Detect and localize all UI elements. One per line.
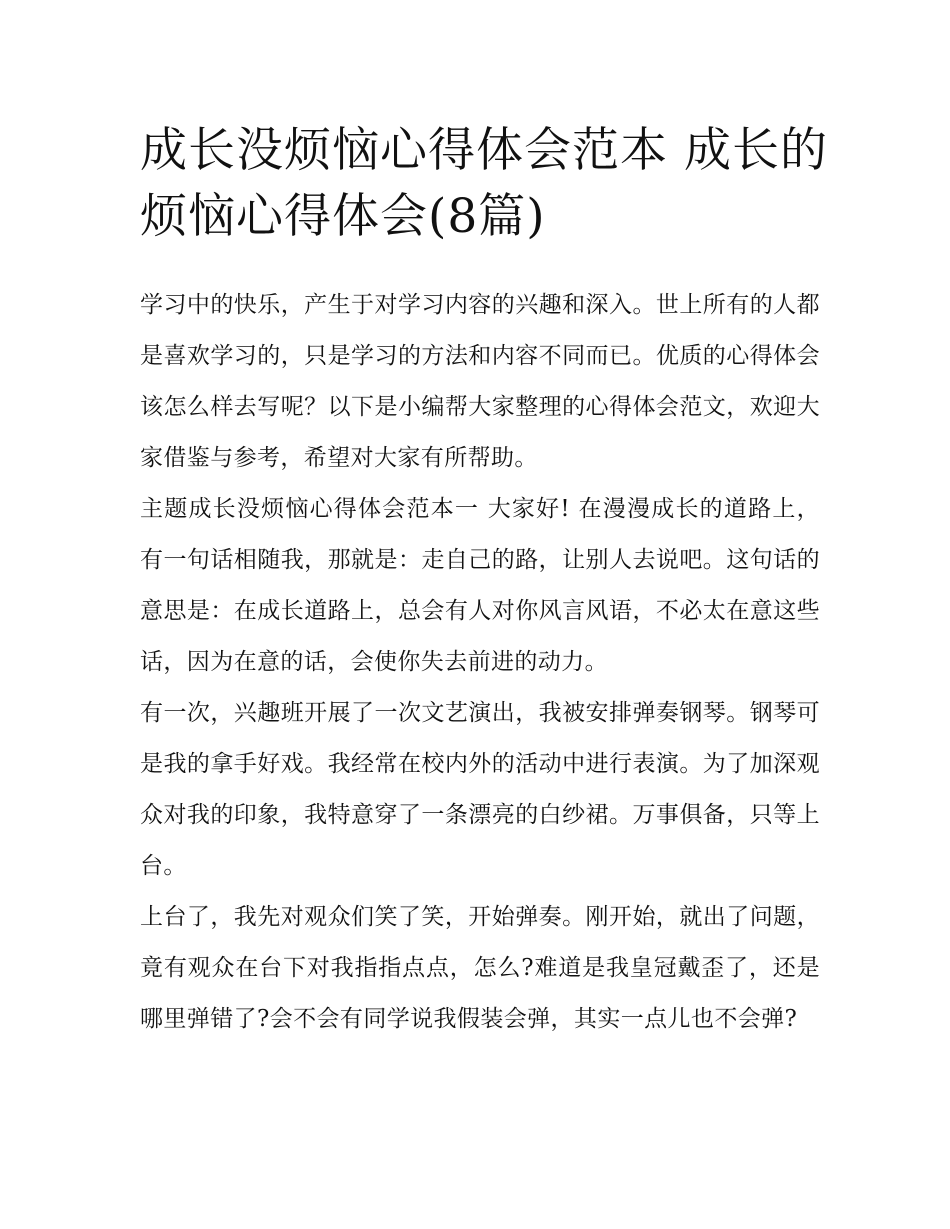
- document-body: [140, 280, 820, 1045]
- paragraph-intro: 学习中的快乐，产生于对学习内容的兴趣和深入。世上所有的人都是喜欢学习的，只是学习的方法和内容不同而已。优质的心得体会该怎么样去写呢？以下是小编帮大家整理的心得体会范文，欢迎大家借鉴与参考，希望对大家有所帮助。: [140, 292, 820, 471]
- paragraph-on-stage: 上台了，我先对观众们笑了笑，开始弹奏。刚开始，就出了问题，竟有观众在台下对我指指点点，怎么?难道是我皇冠戴歪了，还是哪里弹错了?会不会有同学说我假装会弹，其实一点儿也不会弹?: [140, 904, 820, 1032]
- paragraph-theme-one: 主题成长没烦恼心得体会范本一 大家好! 在漫漫成长的道路上，有一句话相随我，那就是：走自己的路，让别人去说吧。这句话的意思是：在成长道路上，总会有人对你风言风语，不必太在意这些话，因为在意的话，会使你失去前进的动力。: [140, 496, 820, 675]
- document-title: 成长没烦恼心得体会范本 成长的烦恼心得体会(8篇): [140, 123, 828, 244]
- paragraph-performance: 有一次，兴趣班开展了一次文艺演出，我被安排弹奏钢琴。钢琴可是我的拿手好戏。我经常在校内外的活动中进行表演。为了加深观众对我的印象，我特意穿了一条漂亮的白纱裙。万事俱备，只等上台。: [140, 700, 820, 879]
